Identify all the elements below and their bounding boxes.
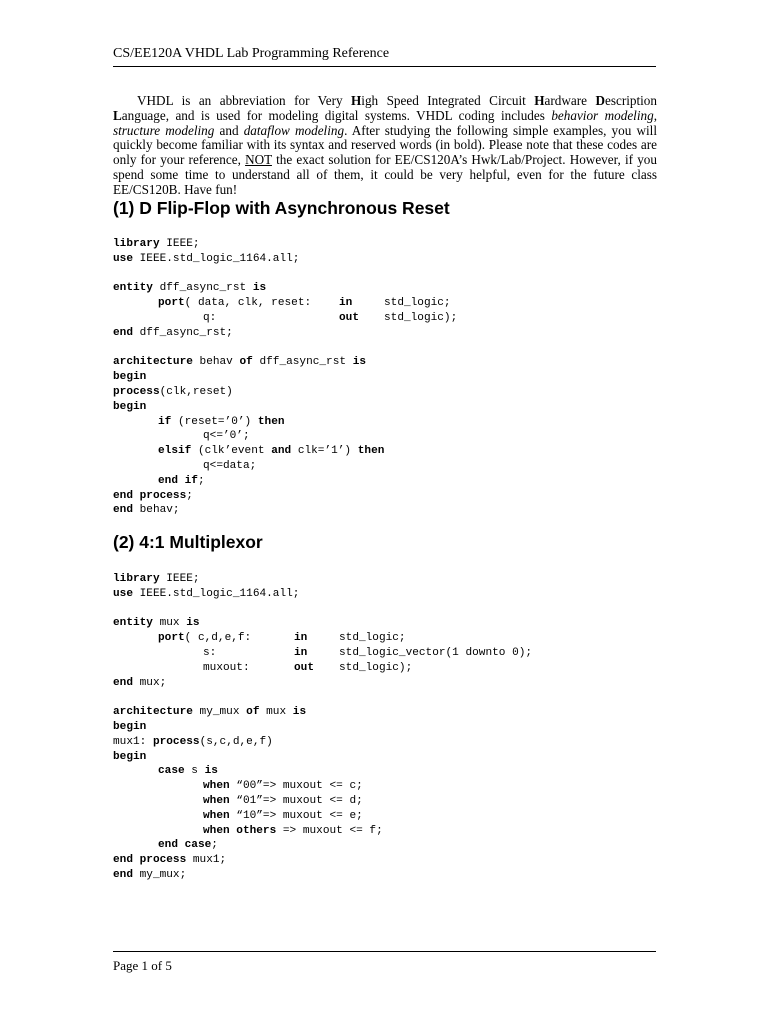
code-text: std_logic;	[339, 632, 406, 645]
keyword: is	[352, 356, 367, 369]
intro-text-4: escription	[604, 93, 657, 108]
code-text: q:	[203, 311, 217, 324]
code-text: (s,c,d,e,f)	[199, 735, 273, 748]
intro-dataflow-modeling: dataflow modeling	[243, 122, 345, 138]
code-text: mux	[259, 706, 293, 719]
keyword: architecture	[113, 706, 193, 719]
code-line	[113, 809, 363, 824]
code-text: mux1;	[186, 854, 227, 867]
code-text: behav	[192, 356, 240, 369]
code-text: q<=data;	[203, 459, 257, 472]
code-text: dff_async_rst;	[132, 326, 233, 339]
intro-and: and	[214, 122, 244, 138]
code-line	[113, 252, 366, 267]
keyword: is	[292, 706, 307, 719]
code-text: (clk,reset)	[159, 385, 233, 398]
code-text: ( data, clk, reset:	[184, 297, 312, 310]
keyword: when	[203, 809, 230, 822]
page-number: Page 1 of 5	[113, 958, 172, 973]
code-line	[113, 326, 366, 341]
intro-bold-hw: H	[534, 93, 545, 108]
code-text: behav;	[132, 504, 180, 517]
keyword: of	[239, 356, 253, 369]
code-text: “10”=> muxout <= e;	[229, 809, 363, 822]
code-line	[113, 646, 533, 661]
keyword: begin	[113, 720, 147, 733]
keyword: end process	[113, 489, 187, 502]
code-text: clk=’1’)	[291, 445, 358, 458]
intro-paragraph	[113, 94, 657, 198]
code-line	[113, 444, 385, 459]
intro-text-7: the exact solution for EE/CS120A’s Hwk/Lab/Project. However, if you spend some time to understand all of them, it could be very helpful, even for the future class EE/CS120B. Have fun!	[113, 152, 657, 197]
keyword: is	[186, 617, 200, 630]
keyword: when	[203, 794, 230, 807]
code-line	[113, 661, 413, 676]
page-header: CS/EE120A VHDL Lab Programming Reference	[113, 46, 390, 61]
intro-bold-h: H	[351, 93, 362, 108]
intro-text-2: igh Speed Integrated Circuit	[361, 93, 535, 108]
code-line	[113, 311, 458, 326]
keyword: then	[257, 415, 285, 428]
keyword: use	[113, 587, 133, 600]
header-divider	[113, 66, 656, 67]
intro-text-3: ardware	[544, 93, 596, 108]
section2-code	[113, 572, 533, 883]
code-blank-line	[113, 341, 366, 356]
code-text: “00”=> muxout <= c;	[229, 780, 363, 793]
keyword: if	[158, 415, 172, 428]
keyword: library	[113, 573, 160, 585]
keyword: out	[339, 311, 359, 324]
code-line	[113, 385, 366, 400]
code-line	[113, 720, 306, 735]
code-blank-line	[113, 267, 366, 282]
keyword: end	[113, 326, 133, 339]
code-line	[113, 631, 406, 646]
code-text: ;	[211, 839, 218, 852]
footer-divider	[113, 951, 656, 952]
code-line	[113, 572, 306, 587]
code-line	[113, 676, 306, 691]
code-line	[113, 400, 366, 415]
code-line	[113, 459, 366, 474]
section2-heading: (2) 4:1 Multiplexor	[113, 532, 263, 552]
keyword: process	[113, 385, 160, 398]
keyword: out	[294, 661, 314, 674]
code-line	[113, 705, 306, 720]
code-text: s:	[203, 646, 217, 659]
code-text: muxout:	[203, 661, 250, 674]
keyword: end process	[113, 854, 187, 867]
keyword: end	[113, 868, 133, 881]
code-line	[113, 355, 366, 370]
intro-text-5: anguage, and is used for modeling digital systems. VHDL coding includes	[121, 107, 552, 123]
code-line	[113, 503, 366, 518]
keyword: entity	[113, 282, 153, 295]
code-line	[113, 370, 366, 385]
code-line	[113, 429, 366, 444]
keyword: port	[158, 632, 185, 645]
code-line	[113, 868, 306, 883]
code-text: IEEE.std_logic_1164.all;	[132, 587, 300, 600]
code-text: std_logic_vector(1 downto 0);	[339, 646, 533, 659]
section1-code	[113, 237, 458, 518]
code-text: s	[184, 765, 205, 778]
code-line	[113, 824, 383, 839]
keyword: begin	[113, 400, 147, 413]
keyword: process	[152, 735, 200, 748]
code-line	[113, 281, 366, 296]
keyword: is	[204, 765, 218, 778]
keyword: and	[271, 445, 292, 458]
intro-text-6: . After studying the following simple examples, you will quickly become familiar with its syntax and reserved words (in bold). Please note that these codes are only for your reference,	[113, 122, 657, 168]
code-text: ( c,d,e,f:	[184, 632, 252, 645]
intro-bold-l: L	[113, 107, 122, 123]
intro-bold-d: D	[595, 93, 605, 108]
intro-comma: ,	[653, 107, 657, 123]
code-text: mux;	[132, 676, 167, 689]
code-line	[113, 415, 366, 430]
keyword: architecture	[113, 356, 193, 369]
keyword: of	[246, 706, 260, 719]
code-line	[113, 296, 451, 311]
keyword: use	[113, 252, 133, 265]
code-text: dff_async_rst	[252, 356, 353, 369]
code-text: => muxout <= f;	[276, 824, 383, 837]
code-line	[113, 750, 306, 765]
keyword: begin	[113, 750, 147, 763]
intro-structure-modeling: structure modeling	[113, 122, 215, 138]
keyword: port	[158, 297, 185, 310]
code-text: IEEE;	[159, 238, 200, 250]
keyword: in	[294, 632, 308, 645]
code-line	[113, 474, 366, 489]
code-text: (reset=’0’)	[171, 415, 258, 428]
code-line	[113, 237, 366, 252]
keyword: end	[113, 676, 133, 689]
keyword: end if	[158, 474, 198, 487]
keyword: begin	[113, 371, 147, 384]
keyword: in	[294, 646, 308, 659]
code-text: IEEE;	[159, 573, 200, 585]
keyword: elsif	[158, 445, 192, 458]
intro-text-1: VHDL is an abbreviation for Very	[137, 93, 352, 108]
keyword: library	[113, 238, 160, 250]
code-line	[113, 616, 306, 631]
code-line	[113, 489, 366, 504]
code-line	[113, 838, 306, 853]
section1-heading: (1) D Flip-Flop with Asynchronous Reset	[113, 198, 450, 218]
code-blank-line	[113, 690, 306, 705]
code-line	[113, 587, 306, 602]
code-text: IEEE.std_logic_1164.all;	[132, 252, 300, 265]
code-text: q<=’0’;	[203, 430, 250, 443]
keyword: then	[357, 445, 385, 458]
keyword: in	[339, 297, 353, 310]
keyword: is	[252, 282, 267, 295]
code-line	[113, 764, 306, 779]
code-text: “01”=> muxout <= d;	[229, 794, 363, 807]
keyword: case	[158, 765, 185, 778]
code-text: mux	[152, 617, 187, 630]
code-text: std_logic);	[339, 661, 413, 674]
code-line	[113, 779, 363, 794]
keyword: end	[113, 504, 133, 517]
code-text: mux1:	[113, 735, 153, 748]
keyword: when	[203, 780, 230, 793]
intro-not: NOT	[245, 152, 272, 168]
code-text: my_mux;	[132, 868, 187, 881]
intro-behavior-modeling: behavior modeling	[551, 107, 654, 123]
code-text: dff_async_rst	[152, 282, 253, 295]
keyword: entity	[113, 617, 153, 630]
code-text: ;	[186, 489, 193, 502]
keyword: end case	[158, 839, 212, 852]
code-text: std_logic;	[384, 297, 451, 310]
keyword: when others	[203, 824, 277, 837]
code-line	[113, 735, 306, 750]
code-text: std_logic);	[384, 311, 458, 324]
code-text: ;	[197, 474, 205, 487]
code-blank-line	[113, 602, 306, 617]
code-line	[113, 794, 363, 809]
code-line	[113, 853, 306, 868]
code-text: my_mux	[192, 706, 247, 719]
code-text: (clk’event	[191, 445, 272, 458]
